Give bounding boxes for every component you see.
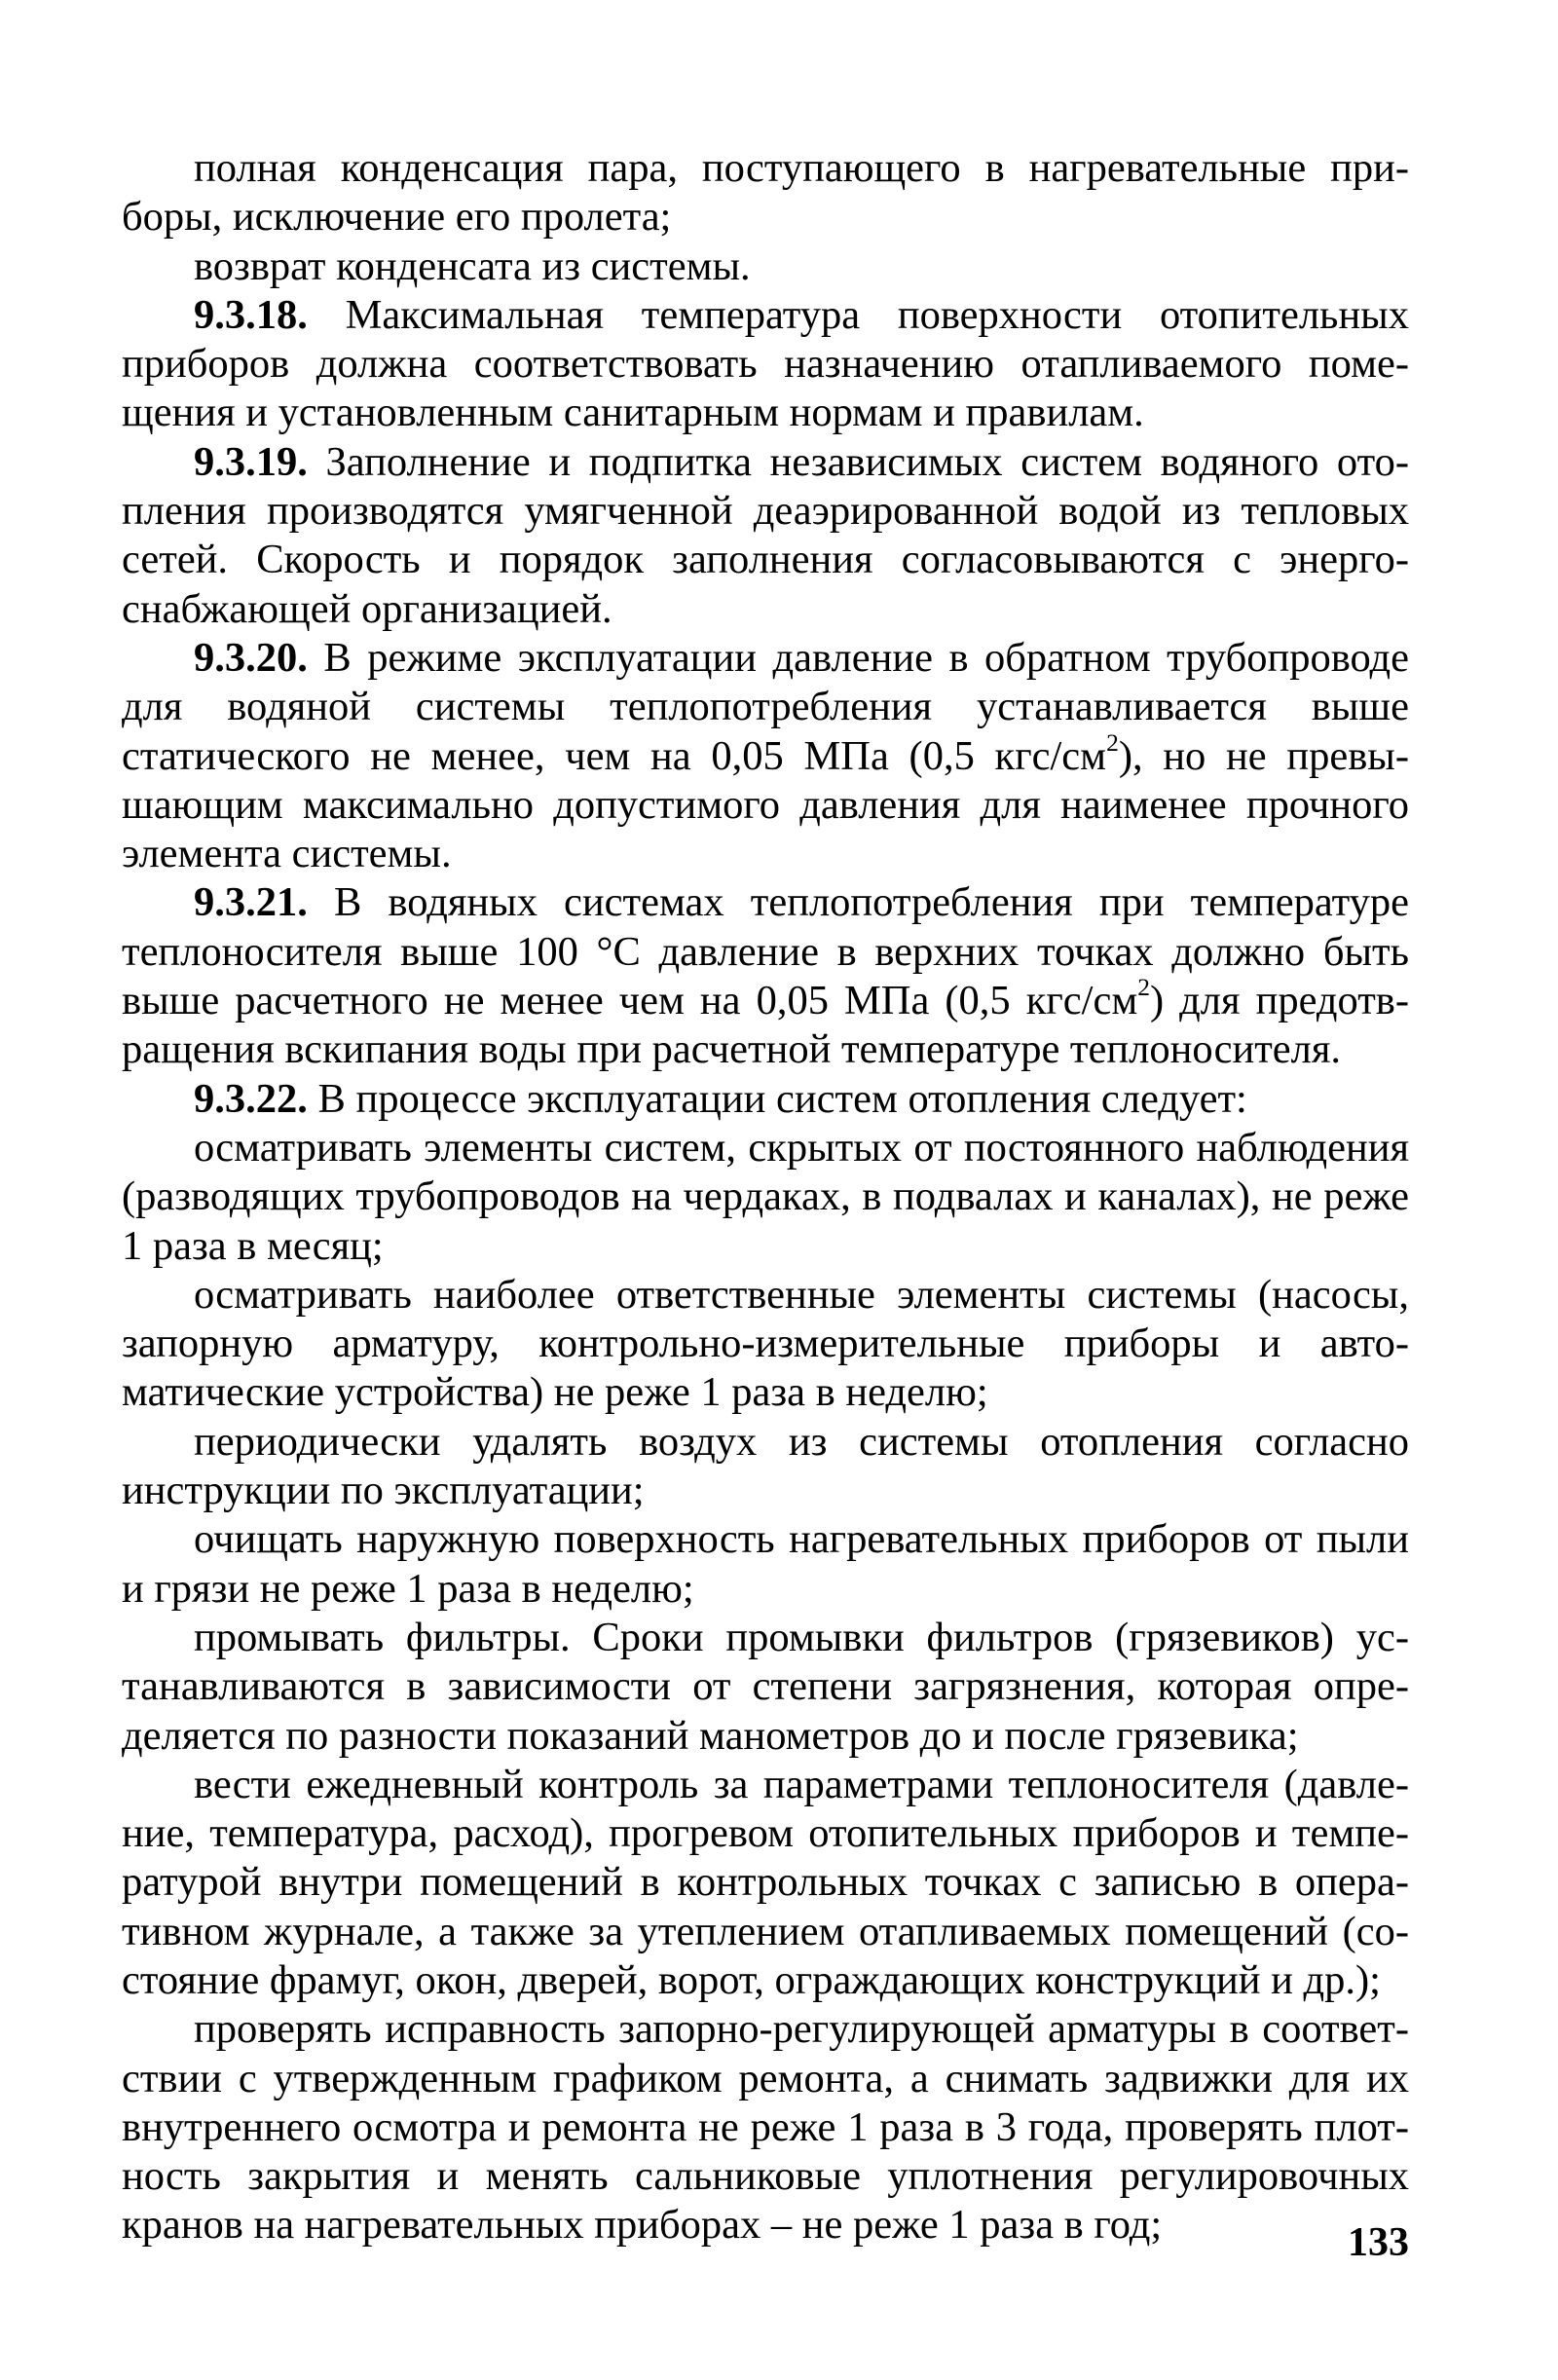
clause-9-3-19 bbox=[122, 438, 1409, 634]
list-item-text: промывать фильтры. Сроки промывки фильтров (грязевиков) устанавливаются в зависимости от степени загрязнения, которая определяется по разности показаний манометров до и после грязевика; bbox=[122, 1614, 1409, 1759]
clause-number: 9.3.21. bbox=[194, 879, 308, 926]
paragraph-condensate-return bbox=[122, 242, 1409, 291]
list-item-inspect-hidden bbox=[122, 1124, 1409, 1271]
clause-text-continued: ), но не превышающим максимально допустимого давления для наименее прочного элемента системы. bbox=[122, 732, 1409, 877]
clause-number: 9.3.22. bbox=[194, 1075, 308, 1122]
list-item-inspect-critical bbox=[122, 1271, 1409, 1418]
clause-9-3-18 bbox=[122, 291, 1409, 438]
clause-text-continued: ) для предотвращения вскипания воды при расчетной температуре теплоносителя. bbox=[122, 978, 1409, 1073]
clause-text: В режиме эксплуатации давление в обратном трубопроводе для водяной системы теплопотребления устанавливается выше статического не менее, чем на 0,05 МПа (0,5 кгс/см bbox=[122, 634, 1409, 779]
list-item-text: проверять исправность запорно-регулирующей арматуры в соответствии с утвержденным графиком ремонта, а снимать задвижки для их внутреннего осмотра и ремонта не реже 1 раза в 3 года, проверять плотность закрытия и менять сальниковые уплотнения регулировочных кранов на нагревательных приборах – не реже 1 раза в год; bbox=[122, 2006, 1409, 2249]
list-item-text: осматривать наиболее ответственные элементы системы (насосы, запорную арматуру, контрольно-измерительные приборы и автоматические устройства) не реже 1 раза в неделю; bbox=[122, 1271, 1409, 1416]
list-item-text: очищать наружную поверхность нагревательных приборов от пыли и грязи не реже 1 раза в неделю; bbox=[122, 1516, 1409, 1612]
clause-text: В водяных системах теплопотребления при температуре теплоносителя выше 100 °С давление в верхних точках должно быть выше расчетного не менее чем на 0,05 МПа (0,5 кгс/см bbox=[122, 879, 1409, 1024]
clause-9-3-21 bbox=[122, 878, 1409, 1074]
paragraph-text: полная конденсация пара, поступающего в нагревательные приборы, исключение его пролета; bbox=[122, 145, 1409, 241]
superscript: 2 bbox=[1137, 972, 1150, 1001]
clause-9-3-20 bbox=[122, 634, 1409, 878]
page-number: 133 bbox=[1348, 2220, 1409, 2265]
list-item-text: осматривать элементы систем, скрытых от постоянного наблюдения (разводящих трубопроводов на чердаках, в подвалах и каналах), не реже 1 раза в месяц; bbox=[122, 1124, 1409, 1269]
clause-text: Максимальная температура поверхности отопительных приборов должна соответствовать назначению отапливаемого помещения и установленным санитарным нормам и правилам. bbox=[122, 291, 1409, 436]
list-item-text: периодически удалять воздух из системы отопления согласно инструкции по эксплуатации; bbox=[122, 1418, 1409, 1514]
list-item-remove-air bbox=[122, 1418, 1409, 1516]
clause-number: 9.3.18. bbox=[194, 291, 308, 338]
clause-number: 9.3.20. bbox=[194, 634, 308, 681]
superscript: 2 bbox=[1106, 727, 1119, 757]
list-item-check-valves bbox=[122, 2005, 1409, 2250]
list-item-text: вести ежедневный контроль за параметрами теплоносителя (давление, температура, расход), прогревом отопительных приборов и температурой внутри помещений в контрольных точках с записью в оперативном журнале, а также за утеплением отапливаемых помещений (состояние фрамуг, окон, дверей, ворот, ограждающих конструкций и др.); bbox=[122, 1761, 1409, 2003]
clause-9-3-22 bbox=[122, 1075, 1409, 1124]
clause-text: Заполнение и подпитка независимых систем водяного отопления производятся умягченной деаэрированной водой из тепловых сетей. Скорость и порядок заполнения согласовываются с энергоснабжающей организацией. bbox=[122, 438, 1409, 632]
clause-number: 9.3.19. bbox=[194, 438, 308, 485]
paragraph-text: возврат конденсата из системы. bbox=[194, 242, 751, 289]
page-body bbox=[122, 144, 1409, 2250]
list-item-daily-control bbox=[122, 1761, 1409, 2005]
clause-text: В процессе эксплуатации систем отопления следует: bbox=[307, 1075, 1247, 1122]
paragraph-condensation bbox=[122, 144, 1409, 242]
list-item-flush-filters bbox=[122, 1614, 1409, 1761]
list-item-clean-heaters bbox=[122, 1515, 1409, 1614]
